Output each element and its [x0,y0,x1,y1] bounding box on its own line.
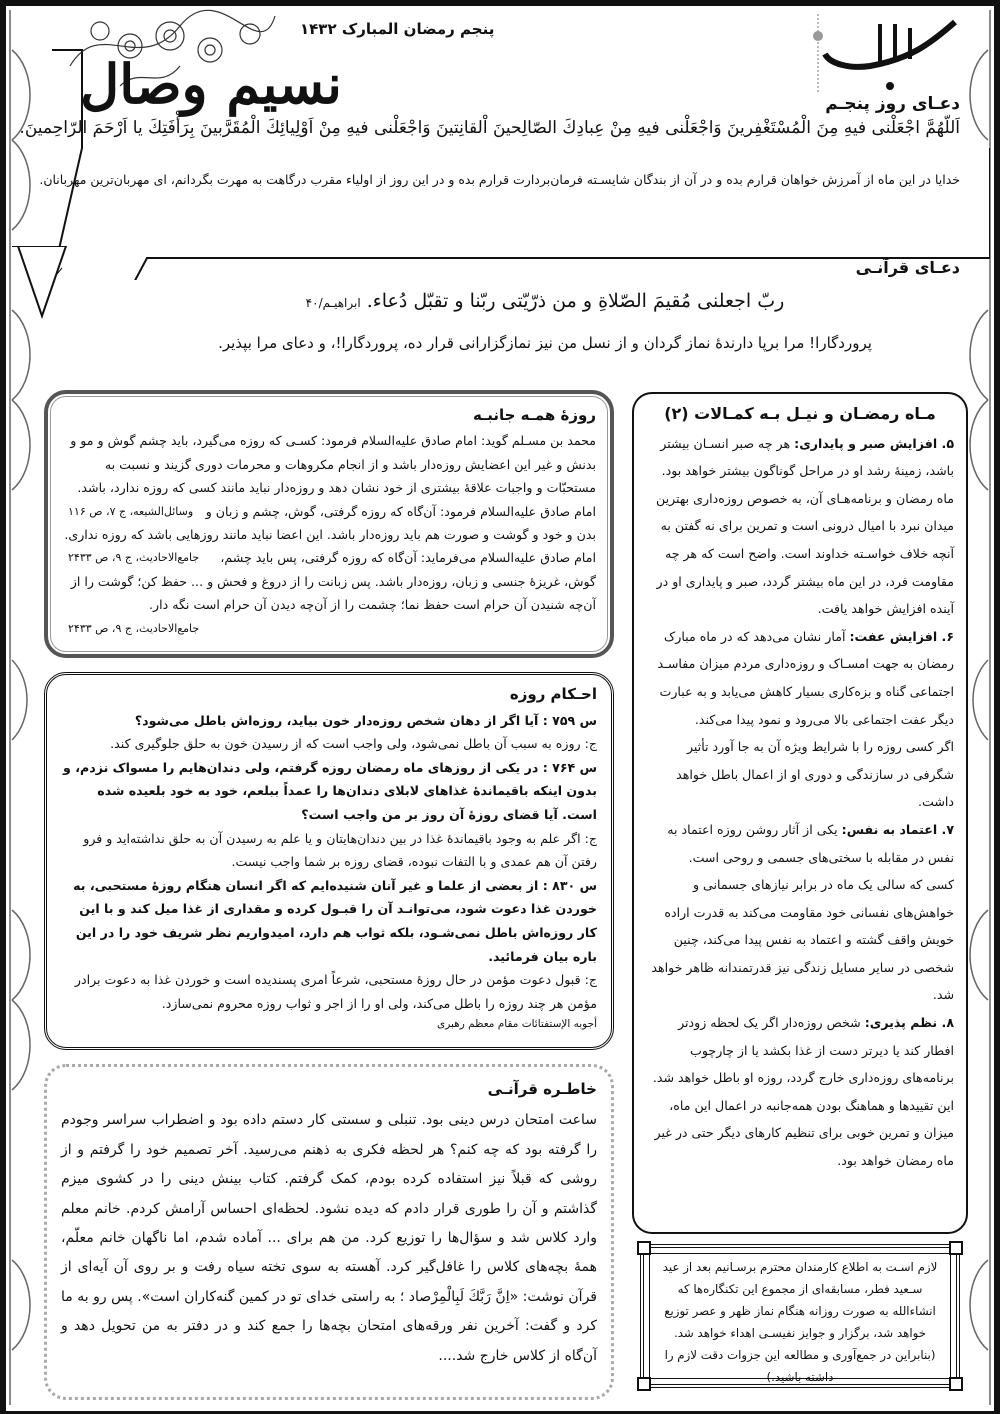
hadith-source: جامع‌الاحادیث، ج ۹، ص ۲۴۳۳ [68,621,200,635]
perfection-item: ۶. افزایش عفت: آمار نشان می‌دهد که در ماه مبارک رمضان به جهت امسـاک و روزه‌داری مردم میزان مفاسـد اجتماعی گناه و بزه‌کاری بسیار کاهش می‌یابد و به عبارت دیگر عفت اجتماعی بالا می‌رود و نمود پیدا می‌کند. [657,628,954,727]
perfection-item: کسی که سالی یک ماه در برابر نیازهای جسمانی و خواهش‌های نفسانی خود مقاومت می‌کند به قدرت اراده خویش واقف گشته و اعتماد به نفس پیدا می‌کند، چنین شخصی در سایر مسایل زندگی نیز قدرتمندانه ظاهر خواهد شد. [651,877,954,1003]
quran-prayer-translation: پروردگارا! مرا برپا دارندۀ نماز گردان و از نسل من نیز نمازگزارانی قرار ده، پروردگارا!، و دعای مرا بپذیر. [218,334,872,352]
corner-ornament-icon [637,1377,651,1391]
perfection-item: ۸. نظم پذیری: شخص روزه‌دار اگر یک لحظه زودتر افطار کند یا دیرتر دست از غذا بکشد یا از چارچوب برنامه‌های روزه‌داری خارج گردد، روزه او باطل خواهد شد. این تقییدها و هماهنگ بودن همه‌جانبه در اعمال این ماه، میزان و تمرین خوبی برای تنظیم کارهای دیگر حتی در غیر ماه رمضان خواهد بود. [652,1015,954,1169]
section-title: روزۀ همـه جانبـه [473,406,596,424]
callout-tail [12,246,102,326]
quran-prayer-verse [150,290,940,312]
hadith-source: وسائل‌الشیعه، ج ۷، ص ۱۱۶ [68,504,194,518]
section-ramadan-perfections [632,392,968,1234]
ruling-question: س ۸۳۰ : از بعضی از علما و غیر آنان شنیده‌ایم که اگر انسان هنگام روزۀ مستحبی، به خوردن غذا دعوت شود، می‌توانـد آن را قبـول کرده و مقداری از غذا میل کند و با این کار روزه‌اش باطل نمی‌شـود، بلکه ثواب هم دارد، امیدواریم نظر شریف خود را در این باره بیان فرمائید. [73,877,597,964]
memoir-text: ساعت امتحان درس دینی بود. تنبلی و سستی کار دستم داده بود و اضطراب سراسر وجودم را گرفته بود که چه کنم؟ هر لحظه فکری به ذهنم می‌رسید. آخر تصمیم خود را گرفتم و از روشی که قبلاً نیز استفاده کرده بودم، کمک گرفتم. کتاب بینش دینی را در کشوی میزم گذاشتم و آن را طوری قرار دادم که دیده نشود. لحظه‌ای احساس آرامش کردم. خانم معلم وارد کلاس شد و سؤال‌ها را توزیع کرد. من هم برای ... آماده شدم، اما ناگهان خانم معلّم، همۀ بچه‌های کلاس را غافل‌گیر کرد. آهسته به سوی تخته سیاه رفت و بر روی آن آیه‌ای از قرآن نوشت: «اِنَّ رَبَّكَ لَبِالْمِرْصاد ؛ به راستی خدای تو در کمین گنه‌کاران است». پس رو به ما کرد و گفت: آخرین نفر ورقه‌های امتحان بچه‌ها را جمع کند و در دفتر به من تحویل دهد و آن‌گاه از کلاس خارج شد.... [61,1112,597,1364]
perfection-item: ۷. اعتماد به نفس: یکی از آثار روشن روزه اعتماد به نفس در مقابله با سختی‌های جسمی و روحی است. [667,821,954,865]
perfection-item: ماه رمضان و برنامه‌هـای آن، به خصوص روزه‌داری بهترین میدان نبرد با امیال درونی است و تمرین برای نه گفتن به آنچه خلاف خواسـته خداوند است. واضح است که هر چه مقاومت فرد، در این ماه بیشتر گردد، صبر و پایداری او در آینده افزایش خواهد یافت. [656,490,954,617]
perfection-item: ۵. افزایش صبر و پایداری: هر چه صبر انسـان بیشتر باشد، زمینۀ رشد او در مراحل گوناگون بیشتر خواهد بود. [660,435,954,479]
ruling-question: س ۷۵۹ : آیا اگر از دهان شخص روزه‌دار خون بیاید، روزه‌اش باطل می‌شود؟ [134,712,597,728]
corner-ornament-icon [949,1241,963,1255]
notice-text: لازم اسـت به اطلاع کارمندان محترم برسـانیم بعد از عید سـعید فطر، مسابقه‌ای از مجموع این تکنگاره‌ها که انشاءالله به صورت روزانه هنگام نماز ظهر و عصر توزیع خواهد شد، برگزار و جوایز نفیسـی اهداء خواهد شد. (بنابراین در جمع‌آوری و مطالعه این جزوات دقت لازم را داشته باشید.) [662,1260,938,1384]
section-quranic-memoir [44,1064,614,1400]
hadith-paragraph: امام صادق علیه‌السلام فرمود: آن‌گاه که روزه گرفتی، گوش، چشم و زبان و بدن و خود و گوشت و صورت هم باید روزه‌دار باشد. این اعضا نباید مانند روزهایی باشد که روزه نداری. جامع‌الاحادیث، ج ۹، ص ۲۴۳۳ [62,500,596,547]
newsletter-title: نسیم وصال [80,52,342,116]
section-title: احـکام روزه [509,685,597,703]
hadith-paragraph: امام صادق علیه‌السلام می‌فرماید: آن‌گاه که روزه گرفتی، پس باید چشم، گوش، غریزۀ جنسی و زبان، روزه‌دار باشد. پس زبانت را از دروغ و فحش و ... حفظ کن؛ گوشت را از آن‌چه شنیدن آن حرام است حفظ نما؛ چشمت را از آن‌چه دیدن آن حرام است نگه دار. جامع‌الاحادیث، ج ۹، ص ۲۴۳۳ [62,546,596,616]
competition-notice [640,1244,960,1388]
section-title: خاطـره قرآنـی [487,1080,597,1098]
perfection-item: اگر کسی روزه را با شرایط ویژه آن به جا آورد تأثیر شگرفی در سازندگی و دوری او از اعمال باطل خواهد داشت. [676,739,954,810]
section-fasting-rulings [44,672,614,1050]
corner-ornament-icon [637,1241,651,1255]
ruling-answer: ج: اگر علم به وجود باقیماندۀ غذا در بین دندان‌هایتان و یا علم به رسیدن آن به حلق نداشته‌اید و فرو رفتن آن هم عمدی و با التفات نبوده، قضای روزه بر شما واجب نیست. [83,830,597,870]
issue-date: پنجم رمضان المبارک ۱۴۳۲ [300,20,495,38]
hadith-paragraph: محمد بن مسـلم گوید: امام صادق علیه‌السلام فرمود: کسـی که روزه می‌گیرد، باید چشم گوش و مو و بدنش و غیر این اعضایش روزه‌دار باشد و از انجام مکروهات و محرمات دوری گزیند و نسبت به مستحبّات و واجبات علاقۀ بیشتری از خود نشان دهد و روزه‌دار نباید مانند کسی که روزه ندارد، باشد. وسائل‌الشیعه، ج ۷، ص ۱۱۶ [62,429,596,499]
bismillah-calligraphy-icon [810,14,960,94]
day-prayer-title: دعـای روز پنجـم [825,94,960,114]
hadith-source: جامع‌الاحادیث، ج ۹، ص ۲۴۳۳ [68,551,200,565]
quran-verse-reference: ابراهیـم/۴۰ [305,296,361,310]
section-comprehensive-fasting [44,390,614,658]
left-ornament-border [8,10,38,1405]
ruling-question: س ۷۶۴ : در یکی از روزهای ماه رمضان روزه گرفتم، ولی دندان‌هایم را مسواک نزدم، و بدون اینکه باقیماندۀ غذاهای لابلای دندان‌ها را عمداً ببلعم، خود به خود بلعیده شده است. آیا قضای روزۀ آن روز بر من واجب است؟ [63,759,597,822]
quran-prayer-title: دعـای قرآنـی [855,258,960,277]
day-prayer-arabic: اَللّهُمَّ اجْعَلْنى فيهِ مِنَ الْمُسْتَغْفِرينَ وَاجْعَلْنى فيهِ مِنْ عِبادِكَ الصّالِحينَ اْلقانِتينَ وَاجْعَلْنى فيهِ مِنْ اَوْلِيائِكَ الْمُقَرَّبينَ بِرَأْفَتِكَ يا اَرْحَمَ الرّاحِمينَ. [19,118,960,138]
section-title: مـاه رمضـان و نیـل بـه کمـالات (۲) [664,404,936,423]
ruling-answer: ج: قبول دعوت مؤمن در حال روزۀ مستحبی، شرعاً امری پسندیده است و خوردن غذا به دعوت برادر مؤمن هر چند روزه را باطل می‌کند، ولی او را از اجر و ثواب روزه محروم نمی‌سازد. [74,972,597,1011]
rulings-source: أجوبه الإستفتائات مقام معظم رهبری [436,1018,597,1031]
day-prayer-translation: خدایا در این ماه از آمرزش خواهان قرارم بده و در آن از بندگان شایسـته فرمان‌بردارت قرارم بده و در این روز از اولیاء مقرب درگاهت به مهرت بگردانم، ای مهربان‌ترین مهربانان. [39,172,960,187]
ruling-answer: ج: روزه به سبب آن باطل نمی‌شود، ولی واجب است که از رسیدن خون به حلق جلوگیری کند. [110,736,597,752]
quran-verse-text: ربّ اجعلنی مُقیمَ الصّلاةِ و من ذرّیّتی ربّنا و تقبّل دُعاء. [366,290,785,312]
corner-ornament-icon [949,1377,963,1391]
